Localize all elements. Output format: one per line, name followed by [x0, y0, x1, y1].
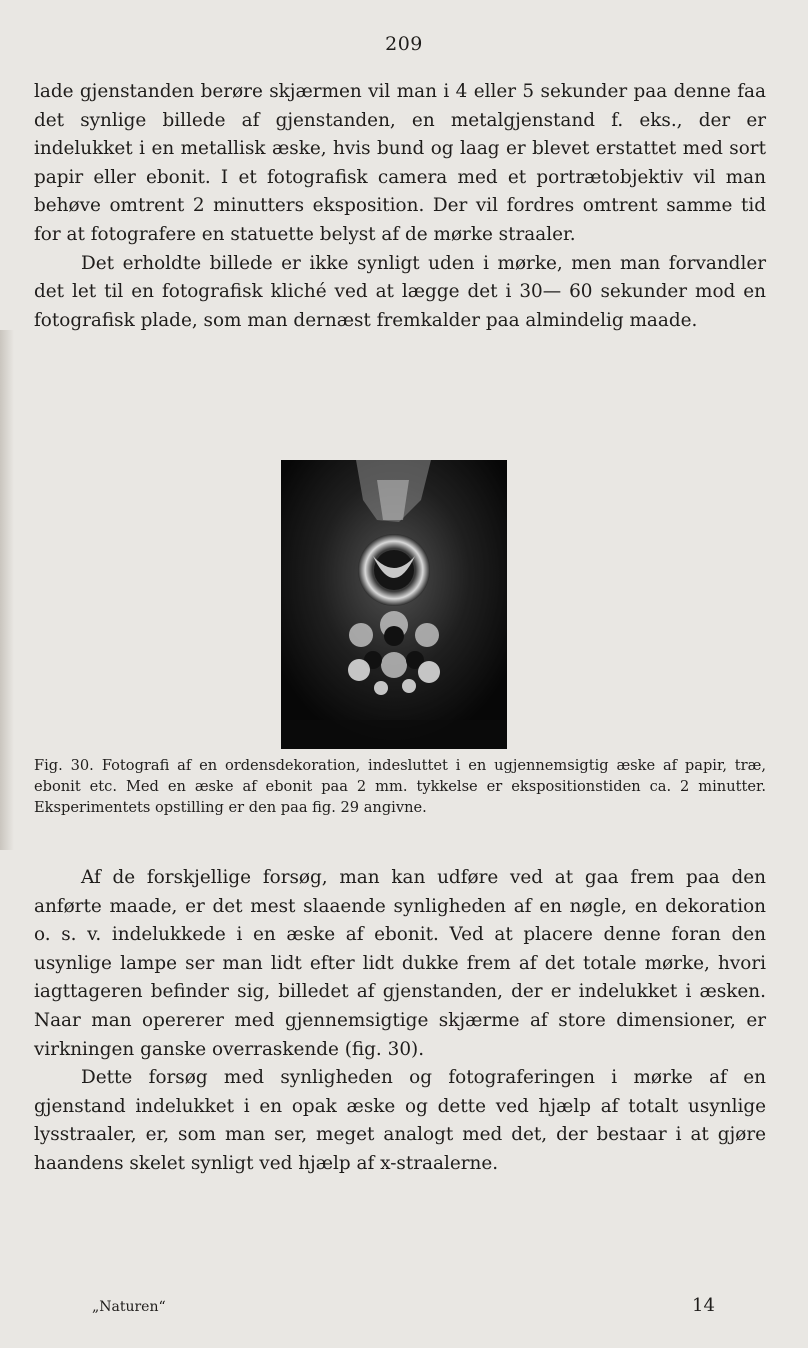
page-footer	[0, 1297, 808, 1321]
figure-caption-text: Fotografi af en ordensdekoration, indesluttet i en ugjennemsigtig æske af papir, træ, ebonit etc. Med en æske af ebonit paa 2 mm. tykkelse er ekspositionstiden ca. 2 minutter. Eksperimentets opstilling er den paa fig. 29 angivne.	[34, 757, 766, 816]
paragraph: Af de forskjellige forsøg, man kan udføre ved at gaa frem paa den anførte maade, er det mest slaaende synligheden af en nøgle, en dekoration o. s. v. indelukkede i en æske af ebonit. Ved at placere denne foran den usynlige lampe ser man lidt efter lidt dukke frem af det totale mørke, hvori iagttageren befinder sig, billedet af gjenstanden, der er indelukket i æsken. Naar man opererer med gjennemsigtige skjærme af store dimensioner, er virkningen ganske overraskende (fig. 30).	[34, 867, 766, 1060]
page-edge-shadow	[0, 330, 14, 850]
paragraph: Dette forsøg med synligheden og fotograferingen i mørke af en gjenstand indelukket i en opak æske og dette ved hjælp af totalt usynlige lysstraaler, er, som man ser, meget analogt med det, der bestaar i at gjøre haandens skelet synligt ved hjælp af x-straalerne.	[34, 1067, 766, 1174]
paragraph: lade gjenstanden berøre skjærmen vil man i 4 eller 5 sekunder paa denne faa det synlige billede af gjenstanden, en metalgjenstand f. eks., der er indelukket i en metallisk æske, hvis bund og laag er blevet erstattet med sort papir eller ebonit. I et fotografisk camera med et portrætobjektiv vil man behøve omtrent 2 minutters eksposition. Der vil fordres omtrent samme tid for at fotografere en statuette belyst af de mørke straaler.	[34, 81, 766, 245]
figure-caption	[34, 755, 766, 818]
printer-signature: „Naturen“	[92, 1299, 166, 1315]
paragraph: Det erholdte billede er ikke synligt uden i mørke, men man forvandler det let til en fotografisk kliché ved at lægge det i 30— 60 sekunder mod en fotografisk plade, som man dernæst fremkalder paa almindelig maade.	[34, 252, 766, 331]
sheet-number: 14	[692, 1295, 715, 1316]
figure-label: Fig. 30.	[34, 757, 94, 774]
decoration-photo-image	[281, 460, 507, 749]
page-number: 209	[385, 33, 423, 55]
body-text-top	[34, 78, 766, 335]
figure-photograph-decoration	[281, 460, 507, 749]
body-text-bottom	[34, 864, 766, 1179]
